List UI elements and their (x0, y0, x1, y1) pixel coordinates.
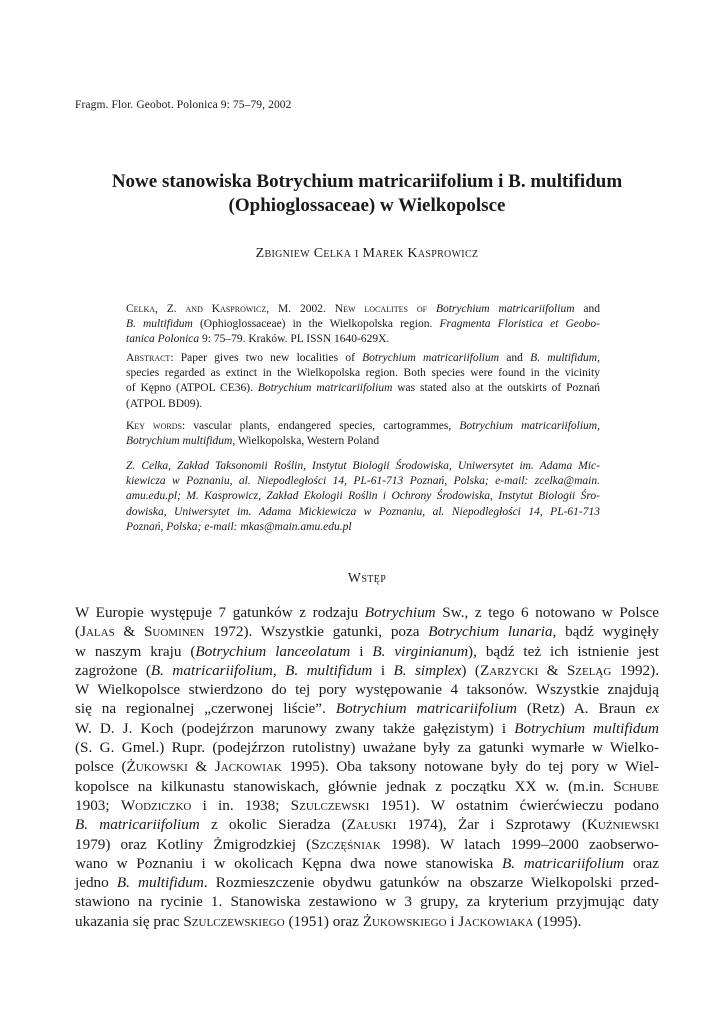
species-name: Botrychium matricariifolium (257, 382, 393, 395)
abstract-line (126, 351, 600, 366)
keywords-label: Key words (126, 420, 182, 432)
body-line (75, 796, 659, 815)
reference-author: Zarzycki & Szeląg (479, 661, 612, 679)
text-span: kopolsce na kilkunastu stanowiskach, głównie jednak z początku XX w. (m.in. (75, 777, 614, 795)
keywords-block (126, 419, 600, 449)
abstract-line: species regarded as extinct in the Wielkopolska region. Both species were found in the vicinity (126, 367, 600, 380)
species-name: B. matricariifolium (75, 816, 200, 834)
text-span: ukazania się prac (75, 912, 184, 930)
species-name: Botrychium matricariifolium (362, 352, 500, 364)
text-span: ex (645, 700, 659, 718)
address-line: kiewicza w Poznaniu, al. Niepodległości 14, PL-61-713 Poznań, Polska; e-mail: zcelka@main. (126, 475, 600, 488)
text-span: 1951). W ostatnim ćwierćwieczu podano (369, 796, 659, 814)
text-span: 9: 75–79. Kraków. PL ISSN 1640-629X. (199, 333, 390, 346)
text-span: bądź wyginęły (556, 623, 659, 641)
species-name: Botrychium multifidum (126, 435, 233, 448)
body-line (75, 603, 659, 622)
article-title-line-1: Nowe stanowiska Botrychium matricariifolium i B. multifidum (111, 171, 623, 192)
address-line: amu.edu.pl; M. Kasprowicz, Zakład Ekologii Roślin i Ochrony Środowiska, Instytut Biologii Śro- (126, 490, 600, 503)
text-span: , Wielkopolska, Western Poland (232, 435, 380, 448)
text-span: (1995). (533, 912, 582, 930)
text-span: i in. 1938; (191, 796, 291, 814)
article-authors: Zbigniew Celka i Marek Kasprowicz (255, 246, 479, 261)
abstract-line: (ATPOL BD09). (126, 397, 203, 410)
text-span: , (272, 661, 286, 679)
text-span: 1979) oraz Kotliny Żmigrodzkiej ( (75, 835, 312, 853)
text-span: 1995). Oba taksony notowane były do tej pory w Wiel- (281, 758, 660, 776)
text-span: was stated also at the outskirts of Poznań (392, 382, 600, 395)
body-line (75, 777, 659, 796)
text-span: W Europie występuje 7 gatunków z rodzaju (75, 604, 365, 621)
species-name: B. multifidum (116, 874, 204, 892)
species-name: Botrychium lanceolatum (195, 642, 351, 660)
journal-reference: Fragm. Flor. Geobot. Polonica 9: 75–79, 2002 (75, 99, 292, 111)
reference-author: Załuski (346, 816, 397, 834)
body-line (75, 873, 659, 892)
keywords-line (126, 419, 600, 434)
journal-name: Fragmenta Floristica et Geobo- (439, 318, 600, 331)
reference-author: Jalas & Suominen (80, 623, 205, 641)
text-span: w naszym kraju ( (75, 642, 196, 660)
text-span: i (350, 642, 373, 660)
text-span: W. D. J. Koch (podejźrzon marunowy zwany także gałęzistym) i (75, 719, 515, 737)
text-span: i (446, 912, 459, 930)
text-span: wano w Poznaniu i w okolicach Kępna dwa nowe stanowiska (75, 854, 502, 872)
text-span: . Rozmieszczenie obydwu gatunków na obszarze Wielkopolski przed- (203, 874, 659, 892)
body-line (75, 835, 659, 854)
body-paragraph (75, 603, 659, 931)
text-span: and (499, 352, 531, 364)
species-name: Botrychium multifidum (514, 719, 659, 737)
text-span: z okolic Sieradza ( (199, 816, 347, 834)
text-span: (Ophioglossaceae) in the Wielkopolska region. (192, 318, 440, 331)
text-span: 1992). (611, 661, 659, 679)
citation-line (126, 317, 600, 332)
address-block (126, 459, 600, 535)
species-name: B. matricariifolium (501, 854, 625, 872)
species-name: B. virginianum (372, 642, 469, 660)
body-line: stawiono na rycinie 1. Stanowiska zestawiono w 3 grupy, za kryterium przyjmując daty (75, 893, 659, 911)
body-line (75, 622, 659, 641)
reference-author: Wodziczko (120, 796, 192, 814)
body-line (75, 815, 659, 834)
reference-author: Jackowiaka (458, 912, 534, 930)
species-name: Botrychium lunaria, (428, 623, 557, 641)
journal-name: tanica Polonica (126, 333, 200, 346)
text-span: 1998). W latach 1999–2000 zaobserwo- (380, 835, 659, 853)
text-span: zagrożone ( (75, 661, 151, 679)
text-span: : vascular plants, endangered species, cartogrammes, (181, 420, 460, 432)
text-span: polsce ( (75, 758, 127, 776)
text-span: and (574, 303, 601, 315)
reference-author: Schube (613, 777, 659, 795)
species-name: B. simplex (393, 661, 462, 679)
text-span: się na regionalnej „czerwonej liście”. (75, 700, 336, 718)
species-name: Botrychium (364, 604, 436, 621)
text-span: of Kępno (ATPOL CE36). (126, 382, 258, 395)
article-title-line-2: (Ophioglossaceae) w Wielkopolsce (228, 195, 506, 216)
body-line (75, 699, 659, 718)
text-span: oraz (624, 854, 659, 872)
body-line (75, 912, 659, 931)
text-span: 1974), Żar i Szprotawy ( (396, 816, 587, 834)
keywords-line (126, 434, 600, 449)
address-line: Z. Celka, Zakład Taksonomii Roślin, Instytut Biologii Środowiska, Uniwersytet im. Adama Mic- (126, 460, 600, 472)
body-line (75, 719, 659, 738)
citation-authors: Celka, Z. and Kasprowicz, M. 2002. New localites of (126, 303, 436, 315)
species-name: B. multifidum (126, 318, 193, 331)
species-name: Botrychium matricariifolium (335, 700, 517, 718)
article-title (75, 170, 659, 218)
text-span: (Retz) A. Braun (516, 700, 646, 718)
text-span: 1903; (75, 796, 121, 814)
text-span: : Paper gives two new localities of (170, 352, 363, 364)
citation-line (126, 332, 600, 347)
address-line: Poznań, Polska; e-mail: mkas@main.amu.edu.pl (126, 520, 352, 533)
reference-author: Żukowskiego (362, 912, 447, 930)
text-span: Sw., z tego 6 notowano w Polsce (435, 604, 659, 621)
reference-author: Szczęśniak (311, 835, 381, 853)
body-line: W Wielkopolsce stwierdzono do tej pory występowanie 4 taksonów. Wszystkie znajdują (75, 681, 659, 699)
body-line (75, 757, 659, 776)
text-span: i (372, 661, 394, 679)
text-span: ( (75, 623, 81, 641)
species-name: B. multifidum (285, 661, 373, 679)
abstract-label: Abstract (126, 352, 171, 364)
citation-line (126, 302, 600, 317)
abstract-block (126, 351, 600, 412)
body-line: (S. G. Gmel.) Rupr. (podejźrzon rutolistny) uważane były za gatunki wymarłe w Wielko- (75, 739, 659, 757)
body-line (75, 661, 659, 680)
text-span: (1951) oraz (284, 912, 363, 930)
text-span: 1972). Wszystkie gatunki, poza (204, 623, 429, 641)
section-heading: Wstęp (347, 571, 387, 586)
address-line: dowiska, Uniwersytet im. Adama Mickiewicza w Poznaniu, al. Niepodległości 14, PL-61-713 (126, 505, 600, 518)
abstract-line (126, 381, 600, 396)
species-name: B. multifidum, (530, 352, 600, 364)
species-name: B. matricariifolium (150, 661, 273, 679)
text-span: ), bądź też ich istnienie jest (468, 642, 660, 660)
text-span: jedno (75, 874, 117, 892)
reference-author: Szulczewski (290, 796, 370, 814)
body-line (75, 854, 659, 873)
reference-author: Kuźniewski (586, 816, 659, 834)
species-name: Botrychium matricariifolium, (459, 420, 600, 432)
text-span: ) ( (461, 661, 480, 679)
body-line (75, 642, 659, 661)
reference-author: Szulczewskiego (183, 912, 285, 930)
species-name: Botrychium matricariifolium (435, 303, 575, 315)
reference-author: Żukowski & Jackowiak (126, 758, 282, 776)
citation-block (126, 302, 600, 348)
